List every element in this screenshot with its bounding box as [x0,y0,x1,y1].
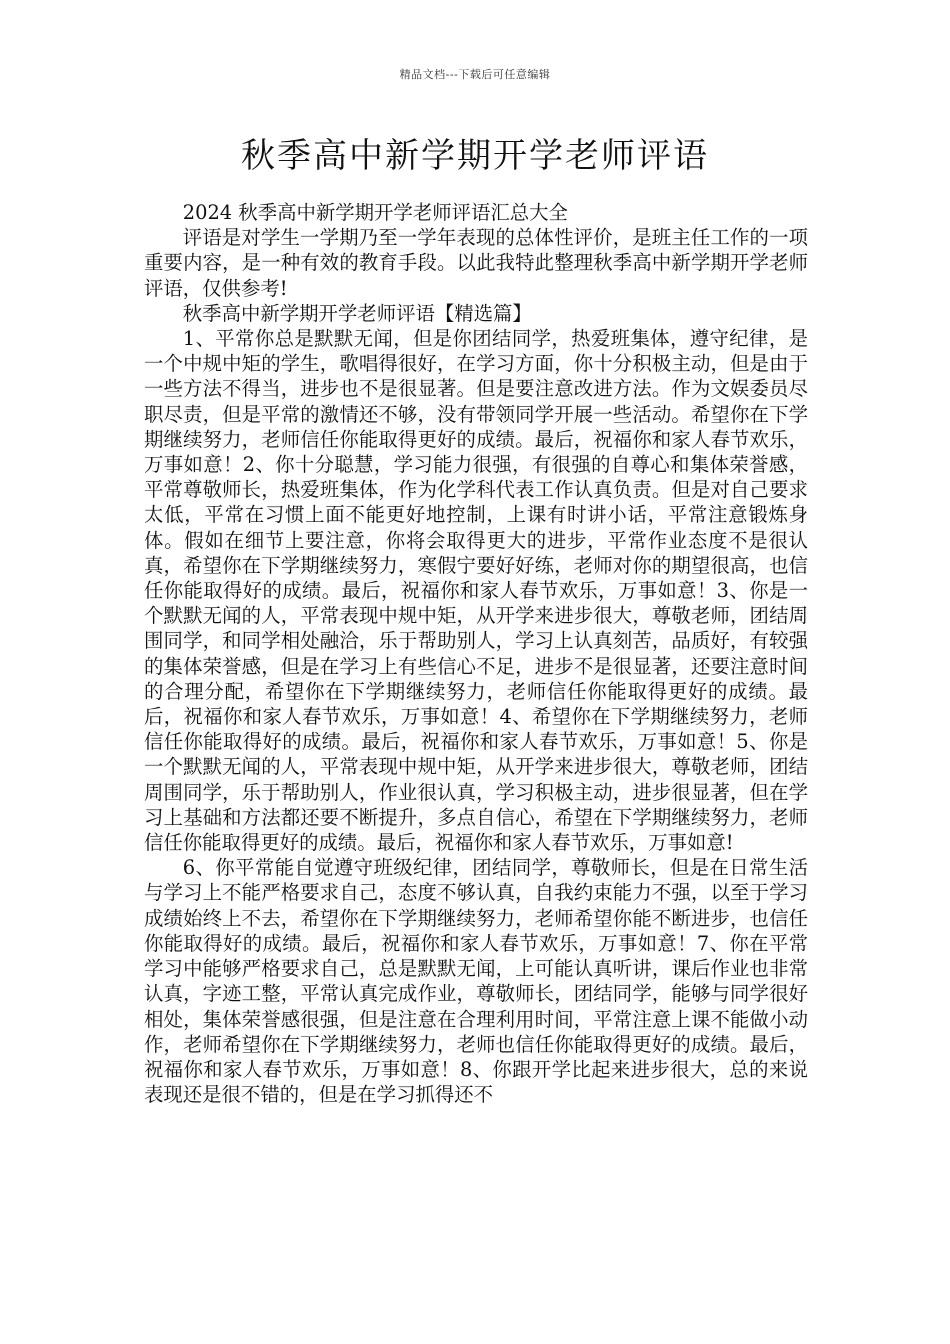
comments-paragraph: 1、平常你总是默默无闻，但是你团结同学，热爱班集体，遵守纪律，是一个中规中矩的学生，歌唱得很好，在学习方面，你十分积极主动，但是由于一些方法不得当，进步也不是很显著。但是要注意改进方法。作为文娱委员尽职尽责，但是平常的激情还不够，没有带领同学开展一些活动。希望你在下学期继续努力，老师信任你能取得更好的成绩。最后，祝福你和家人春节欢乐，万事如意！2、你十分聪慧，学习能力很强，有很强的自尊心和集体荣誉感，平常尊敬师长，热爱班集体，作为化学科代表工作认真负责。但是对自己要求太低，平常在习惯上面不能更好地控制，上课有时讲小话，平常注意锻炼身体。假如在细节上要注意，你将会取得更大的进步，平常作业态度不是很认真，希望你在下学期继续努力，寒假宁要好好练，老师对你的期望很高，也信任你能取得好的成绩。最后，祝福你和家人春节欢乐，万事如意！3、你是一个默默无闻的人，平常表现中规中矩，从开学来进步很大，尊敬老师，团结周围同学，和同学相处融洽，乐于帮助别人，学习上认真刻苦，品质好，有较强的集体荣誉感，但是在学习上有些信心不足，进步不是很显著，还要注意时间的合理分配，希望你在下学期继续努力，老师信任你能取得更好的成绩。最后，祝福你和家人春节欢乐，万事如意！4、希望你在下学期继续努力，老师信任你能取得好的成绩。最后，祝福你和家人春节欢乐，万事如意！5、你是一个默默无闻的人，平常表现中规中矩，从开学来进步很大，尊敬老师，团结周围同学，乐于帮助别人，作业很认真，学习积极主动，进步很显著，但在学习上基础和方法都还要不断提升，多点自信心，希望在下学期继续努力，老师信任你能取得更好的成绩。最后，祝福你和家人春节欢乐，万事如意! [144,327,808,855]
intro-paragraph: 评语是对学生一学期乃至一学年表现的总体性评价，是班主任工作的一项重要内容，是一种有效的教育手段。以此我特此整理秋季高中新学期开学老师评语，仅供参考! [144,226,808,300]
subtitle-paragraph: 2024 秋季高中新学期开学老师评语汇总大全 [182,201,568,224]
section-heading: 秋季高中新学期开学老师评语【精选篇】 [182,301,532,325]
comments-paragraph: 6、你平常能自觉遵守班级纪律，团结同学，尊敬师长，但是在日常生活与学习上不能严格要求自己，态度不够认真，自我约束能力不强，以至于学习成绩始终上不去，希望你在下学期继续努力，老师希望你能不断进步，也信任你能取得好的成绩。最后，祝福你和家人春节欢乐，万事如意！7、你在平常学习中能够严格要求自己，总是默默无闻，上可能认真听讲，课后作业也非常认真，字迹工整，平常认真完成作业，尊敬师长，团结同学，能够与同学很好相处，集体荣誉感很强，但是注意在合理利用时间，平常注意上课不能做小动作，老师希望你在下学期继续努力，老师也信任你能取得更好的成绩。最后，祝福你和家人春节欢乐，万事如意！8、你跟开学比起来进步很大，总的来说表现还是很不错的，但是在学习抓得还不 [144,856,808,1107]
page-header-note: 精品文档---下载后可任意编辑 [399,68,551,81]
document-title: 秋季高中新学期开学老师评语 [241,136,709,176]
document-body [144,200,808,1107]
